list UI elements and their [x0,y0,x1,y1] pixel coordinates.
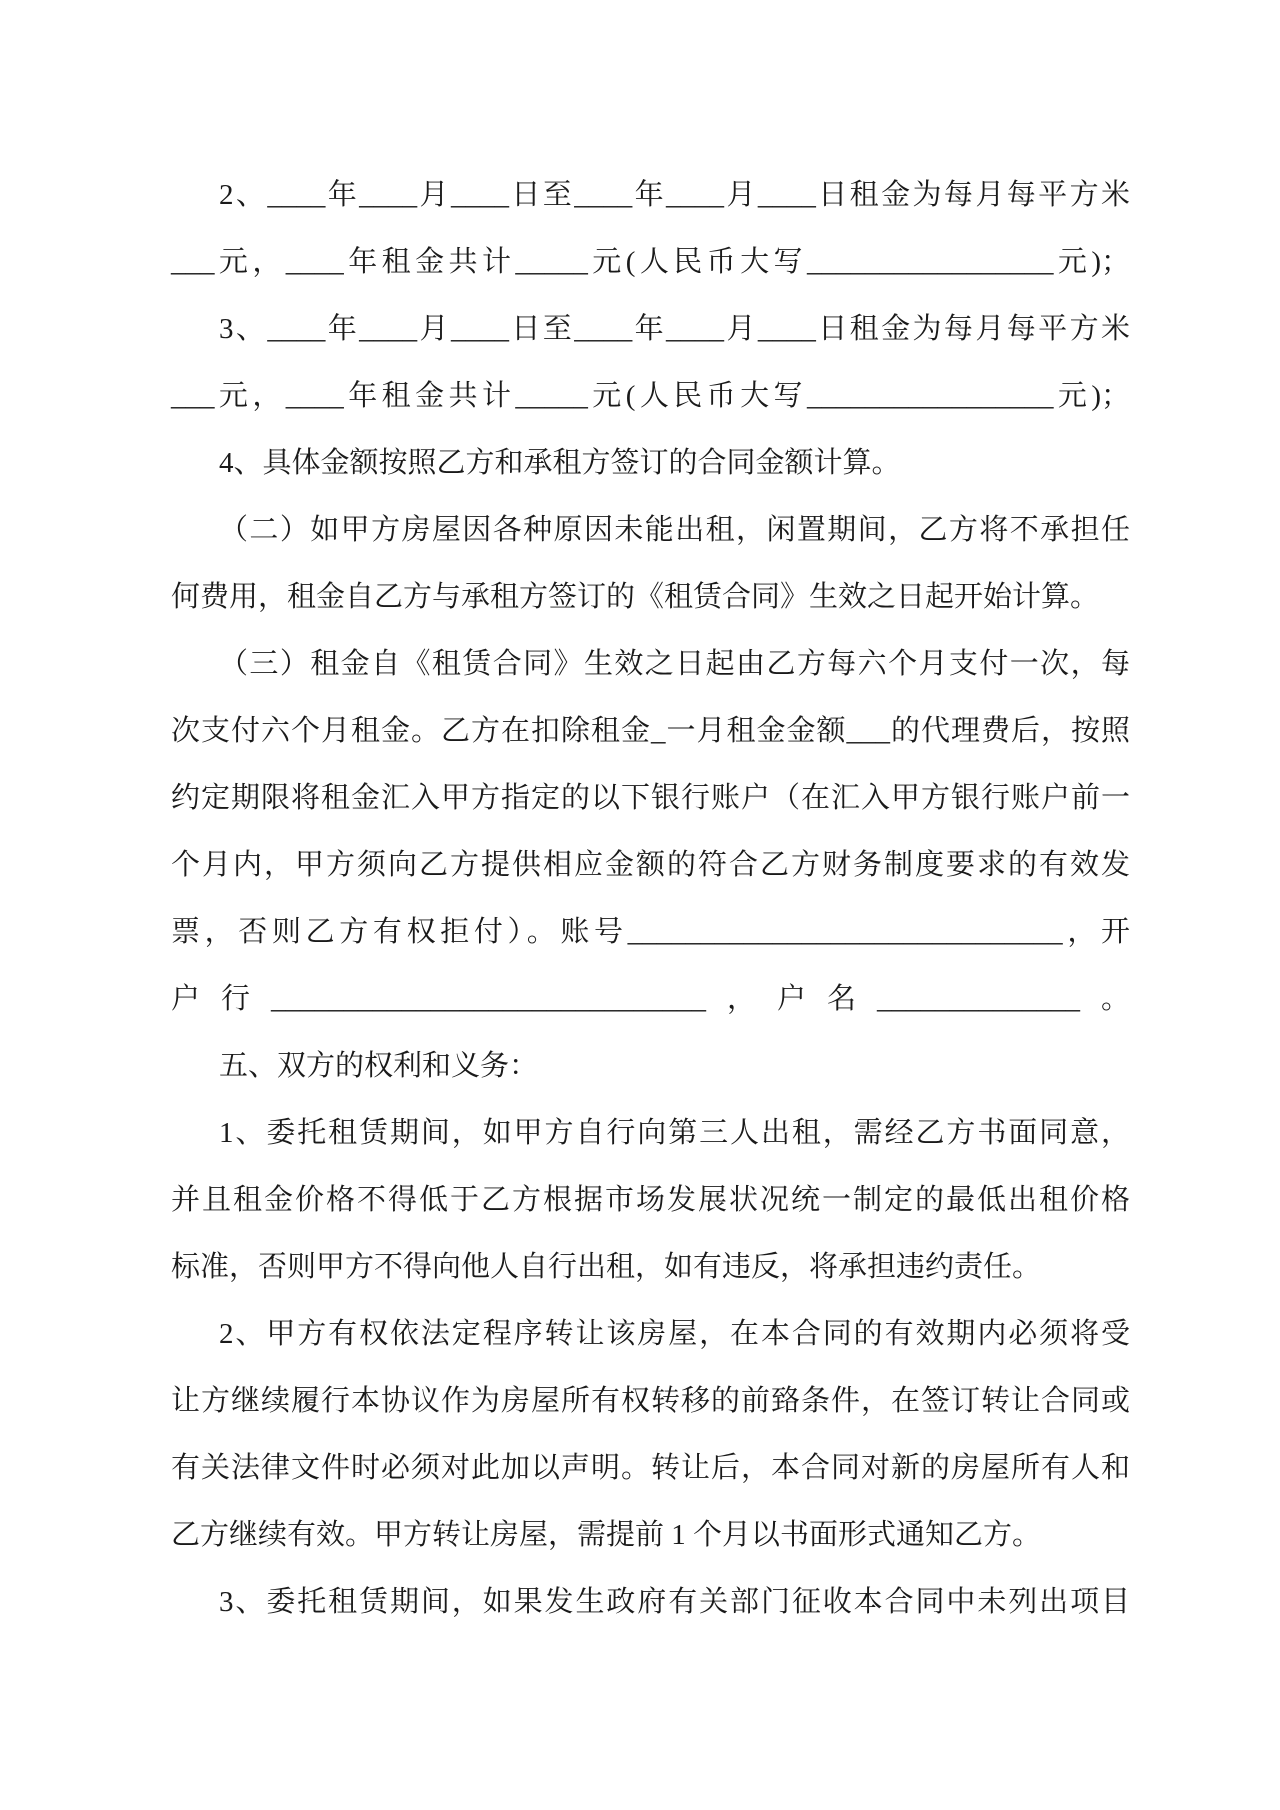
text-line: 有关法律文件时必须对此加以声明。转让后，本合同对新的房屋所有人和 [171,1452,1130,1484]
document-page [171,170,1130,1644]
text-line: 并且租金价格不得低于乙方根据市场发展状况统一制定的最低出租价格 [171,1184,1130,1216]
text-line: 3、委托租赁期间，如果发生政府有关部门征收本合同中未列出项目 [219,1586,1130,1618]
text-line: ___元，____年租金共计_____元(人民币大写_________________元)； [171,246,1130,278]
text-line: 五、双方的权利和义务： [219,1050,539,1082]
text-line: 约定期限将租金汇入甲方指定的以下银行账户（在汇入甲方银行账户前一 [171,782,1130,814]
text-line: 2、甲方有权依法定程序转让该房屋，在本合同的有效期内必须将受 [219,1318,1130,1350]
text-line: 个月内，甲方须向乙方提供相应金额的符合乙方财务制度要求的有效发 [171,849,1130,881]
text-line: 何费用，租金自乙方与承租方签订的《租赁合同》生效之日起开始计算。 [171,581,1100,613]
text-line: 4、具体金额按照乙方和承租方签订的合同金额计算。 [219,447,901,479]
text-line: ___元，____年租金共计_____元(人民币大写_________________元)； [171,380,1130,412]
text-line: 1、委托租赁期间，如甲方自行向第三人出租，需经乙方书面同意， [219,1117,1130,1149]
text-line: 2、____年____月____日至____年____月____日租金为每月每平方米 [219,179,1130,211]
text-line: 票，否则乙方有权拒付）。账号______________________________，开 [171,916,1130,948]
text-line: 次支付六个月租金。乙方在扣除租金_一月租金金额___的代理费后，按照 [171,715,1130,747]
text-line: 标准，否则甲方不得向他人自行出租，如有违反，将承担违约责任。 [171,1251,1042,1283]
text-line: （二）如甲方房屋因各种原因未能出租，闲置期间，乙方将不承担任 [219,514,1130,546]
text-line: 让方继续履行本协议作为房屋所有权转移的前臵条件，在签订转让合同或 [171,1385,1130,1417]
text-line: 户行______________________________，户名______________。 [171,983,1130,1015]
text-line: 乙方继续有效。甲方转让房屋，需提前 1 个月以书面形式通知乙方。 [171,1519,1042,1551]
text-line: 3、____年____月____日至____年____月____日租金为每月每平方米 [219,313,1130,345]
text-line: （三）租金自《租赁合同》生效之日起由乙方每六个月支付一次，每 [219,648,1130,680]
